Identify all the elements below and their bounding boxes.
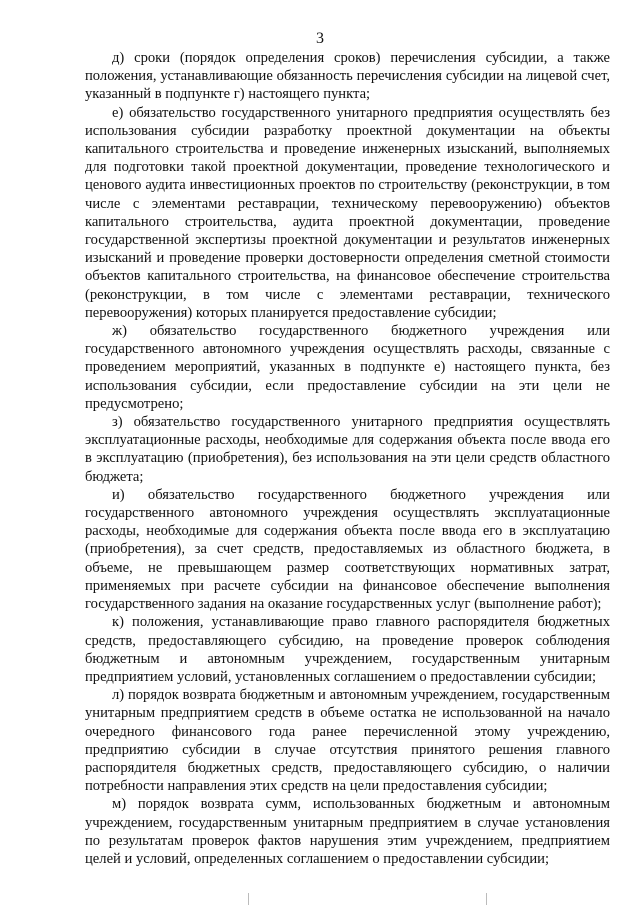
scan-edge-mark — [248, 893, 249, 905]
scan-edge-mark — [486, 893, 487, 905]
page-number: 3 — [316, 30, 324, 47]
paragraph-zh: ж) обязательство государственного бюджетного учреждения или государственного автономного учреждения осуществлять расходы, связанные с проведением мероприятий, указанных в подпункте е) настоящего пункта, без использования субсидии, если предоставление субсидии на эти цели не предусмотрено; — [85, 323, 610, 412]
paragraph-l: л) порядок возврата бюджетным и автономным учреждением, государственным унитарным предприятием средств в объеме остатка не использованной на начало очередного финансового года ранее перечисленной этому учреждению, предприятию субсидии в случае отсутствия принятого решения главного распорядителя бюджетных средств, предоставляющего субсидию, о наличии потребности направления этих средств на цели предоставления субсидии; — [85, 687, 610, 795]
paragraph-k: к) положения, устанавливающие право главного распорядителя бюджетных средств, предоставляющего субсидию, на проведение проверок соблюдения бюджетным и автономным учреждением, государственным унитарным предприятием условий, установленных соглашением о предоставлении субсидии; — [85, 614, 610, 685]
paragraph-e: е) обязательство государственного унитарного предприятия осуществлять без использования субсидии разработку проектной документации на объекты капитального строительства и проведение инженерных изысканий, выполняемых для подготовки такой проектной документации, проведение технологического и ценового аудита инвестиционных проектов по строительству (реконструкции, в том числе с элементами реставрации, техническому перевооружению) объектов капитального строительства, аудита проектной документации, проведение государственной экспертизы проектной документации и результатов инженерных изысканий и проведение проверки достоверности определения сметной стоимости объектов капитального строительства, на финансовое обеспечение строительства (реконструкции, в том числе с элементами реставрации, технического перевооружения) которых планируется предоставление субсидии; — [85, 104, 610, 321]
paragraph-d: д) сроки (порядок определения сроков) перечисления субсидии, а также положения, устанавливающие обязанность перечисления субсидии на лицевой счет, указанный в подпункте г) настоящего пункта; — [85, 50, 610, 103]
paragraph-i: и) обязательство государственного бюджетного учреждения или государственного автономного учреждения осуществлять эксплуатационные расходы, необходимые для содержания объекта после ввода его в эксплуатацию (приобретения), за счет средств, предоставляемых из областного бюджета, в объеме, не превышающем размер соответствующих нормативных затрат, применяемых при расчете субсидии на финансовое обеспечение выполнения государственного задания на оказание государственных услуг (выполнение работ); — [85, 486, 610, 613]
document-body — [85, 49, 610, 868]
paragraph-m: м) порядок возврата сумм, использованных бюджетным и автономным учреждением, государственным унитарным предприятием в случае установления по результатам проверок фактов нарушения этим учреждением, предприятием целей и условий, определенных соглашением о предоставлении субсидии; — [85, 796, 610, 867]
paragraph-z: з) обязательство государственного унитарного предприятия осуществлять эксплуатационные расходы, необходимые для содержания объекта после ввода его в эксплуатацию (приобретения), без использования на эти цели средств областного бюджета; — [85, 414, 610, 485]
